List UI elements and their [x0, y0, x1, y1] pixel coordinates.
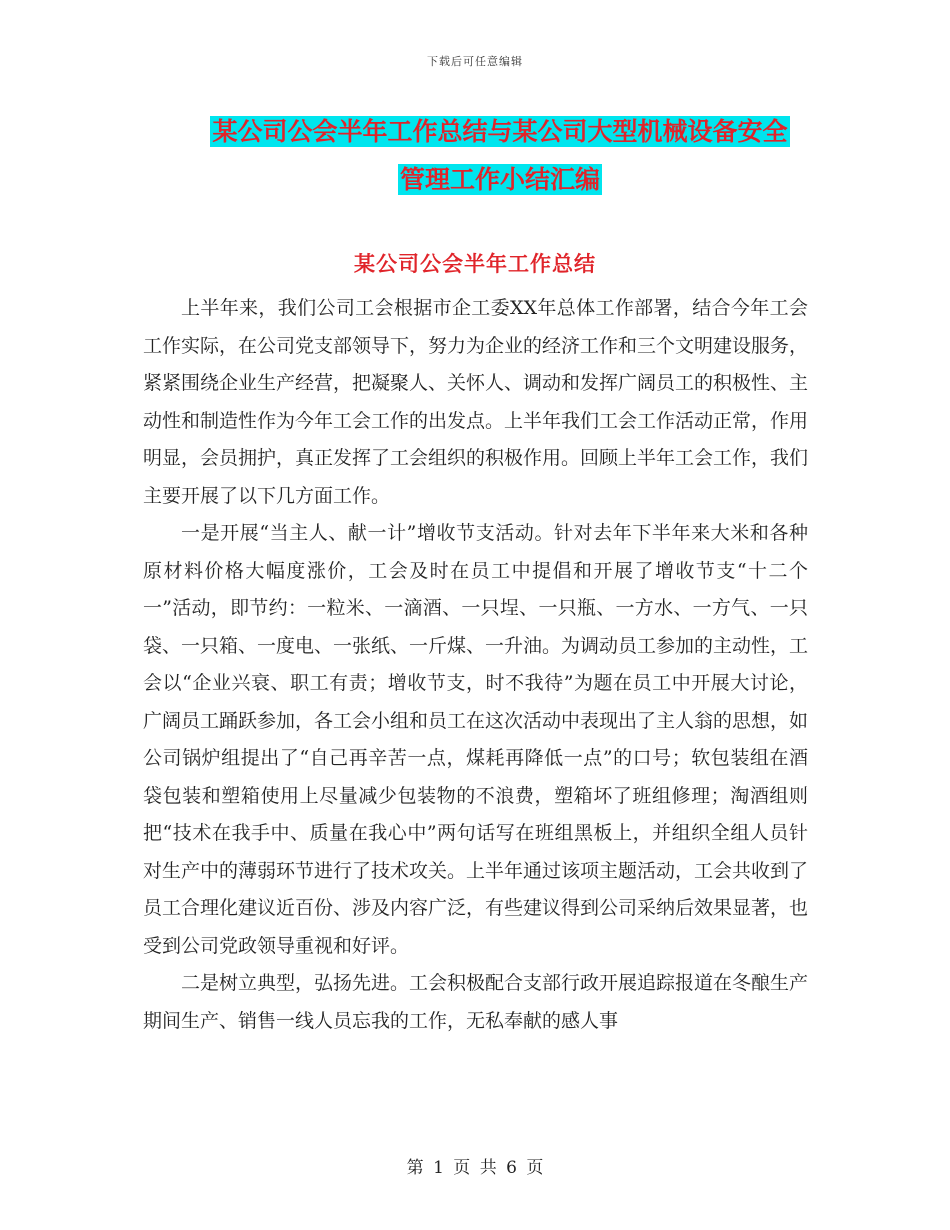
- body-text: [143, 290, 808, 1040]
- document-title: [180, 108, 820, 204]
- paragraph: 一是开展“当主人、献一计”增收节支活动。针对去年下半年来大米和各种原材料价格大幅度涨价，工会及时在员工中提倡和开展了增收节支“十二个一”活动，即节约：一粒米、一滴酒、一只埕、一只瓶、一方水、一方气、一只袋、一只箱、一度电、一张纸、一斤煤、一升油。为调动员工参加的主动性，工会以“企业兴衰、职工有责；增收节支，时不我待”为题在员工中开展大讨论，广阔员工踊跃参加，各工会小组和员工在这次活动中表现出了主人翁的思想，如公司锅炉组提出了“自己再辛苦一点，煤耗再降低一点”的口号；软包装组在酒袋包装和塑箱使用上尽量减少包装物的不浪费，塑箱坏了班组修理；淘酒组则把“技术在我手中、质量在我心中”两句话写在班组黑板上，并组织全组人员针对生产中的薄弱环节进行了技术攻关。上半年通过该项主题活动，工会共收到了员工合理化建议近百份、涉及内容广泛，有些建议得到公司采纳后效果显著，也受到公司党政领导重视和好评。: [143, 522, 809, 957]
- paragraph: 二是树立典型，弘扬先进。工会积极配合支部行政开展追踪报道在冬酿生产期间生产、销售一线人员忘我的工作，无私奉献的感人事: [143, 972, 809, 1032]
- document-title-line1: 某公司公会半年工作总结与某公司大型机械设备安全: [212, 117, 788, 146]
- paragraph: 上半年来，我们公司工会根据市企工委XX年总体工作部署，结合今年工会工作实际，在公司党支部领导下，努力为企业的经济工作和三个文明建设服务，紧紧围绕企业生产经营，把凝聚人、关怀人、调动和发挥广阔员工的积极性、主动性和制造性作为今年工会工作的出发点。上半年我们工会工作活动正常，作用明显，会员拥护，真正发挥了工会组织的积极作用。回顾上半年工会工作，我们主要开展了以下几方面工作。: [143, 297, 809, 507]
- header-note: 下载后可任意编辑: [427, 55, 523, 68]
- document-title-line2: 管理工作小结汇编: [399, 165, 600, 194]
- page-footer: 第 1 页 共 6 页: [406, 1158, 544, 1178]
- section-title: 某公司公会半年工作总结: [354, 251, 596, 276]
